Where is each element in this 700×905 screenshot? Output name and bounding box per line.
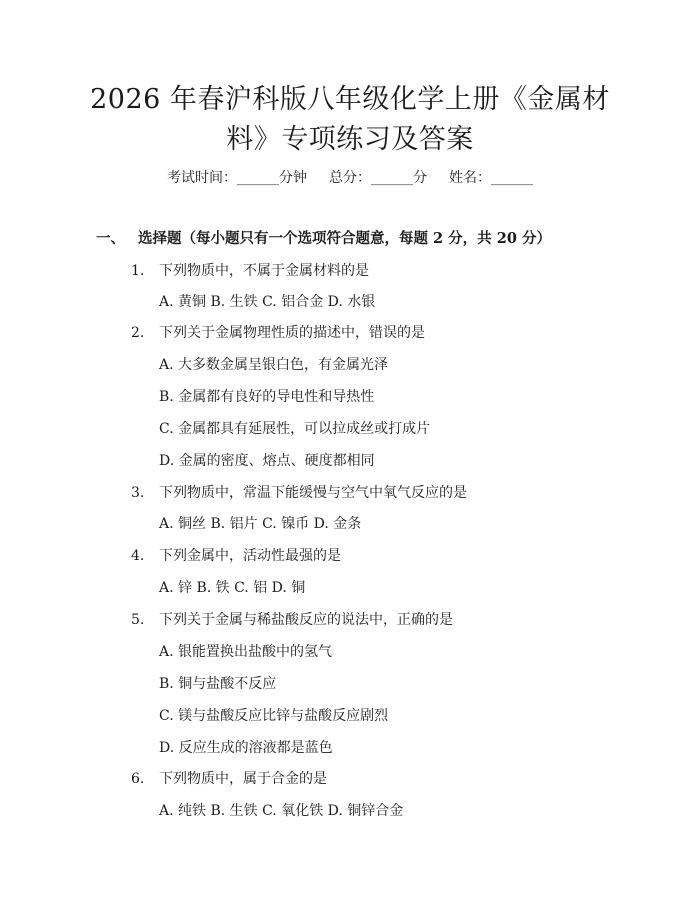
section-heading-multiple-choice bbox=[96, 229, 551, 249]
question-5-option-d: D. 反应生成的溶液都是蓝色 bbox=[159, 740, 333, 756]
question-3 bbox=[131, 483, 467, 503]
exam-info-line bbox=[0, 168, 700, 188]
question-number: 1. bbox=[131, 263, 145, 279]
question-2-option-a: A. 大多数金属呈银白色，有金属光泽 bbox=[159, 357, 389, 373]
question-5-option-b: B. 铜与盐酸不反应 bbox=[159, 676, 277, 692]
question-1 bbox=[131, 261, 369, 281]
question-number: 5. bbox=[131, 612, 145, 628]
section-title: 选择题（每小题只有一个选项符合题意，每题 2 分，共 20 分） bbox=[138, 230, 551, 247]
question-4 bbox=[131, 546, 341, 566]
question-2-option-b: B. 金属都有良好的导电性和导热性 bbox=[159, 389, 375, 405]
question-text: 下列关于金属与稀盐酸反应的说法中，正确的是 bbox=[159, 612, 453, 628]
question-2-option-c: C. 金属都具有延展性，可以拉成丝或打成片 bbox=[159, 421, 431, 437]
question-6-options: A. 纯铁 B. 生铁 C. 氧化铁 D. 铜锌合金 bbox=[159, 803, 404, 819]
question-number: 4. bbox=[131, 548, 145, 564]
question-6 bbox=[131, 769, 327, 789]
question-text: 下列关于金属物理性质的描述中，错误的是 bbox=[159, 325, 425, 341]
question-number: 3. bbox=[131, 485, 145, 501]
question-2-option-d: D. 金属的密度、熔点、硬度都相同 bbox=[159, 453, 375, 469]
section-number: 一、 bbox=[96, 230, 125, 247]
question-4-options: A. 锌 B. 铁 C. 铝 D. 铜 bbox=[159, 580, 306, 596]
document-title-line-2: 料》专项练习及答案 bbox=[226, 124, 474, 155]
question-1-options: A. 黄铜 B. 生铁 C. 铝合金 D. 水银 bbox=[159, 294, 376, 310]
question-number: 6. bbox=[131, 771, 145, 787]
total-score-field: 总分：______分 bbox=[329, 170, 427, 186]
question-5-option-c: C. 镁与盐酸反应比锌与盐酸反应剧烈 bbox=[159, 708, 389, 724]
document-title-line-1: 2026 年春沪科版八年级化学上册《金属材 bbox=[90, 84, 610, 115]
student-name-field: 姓名：______ bbox=[449, 170, 533, 186]
question-text: 下列物质中，常温下能缓慢与空气中氧气反应的是 bbox=[159, 485, 467, 501]
question-text: 下列金属中，活动性最强的是 bbox=[159, 548, 341, 564]
question-text: 下列物质中，不属于金属材料的是 bbox=[159, 263, 369, 279]
question-2 bbox=[131, 323, 425, 343]
question-5-option-a: A. 银能置换出盐酸中的氢气 bbox=[159, 644, 333, 660]
question-text: 下列物质中，属于合金的是 bbox=[159, 771, 327, 787]
question-5 bbox=[131, 610, 453, 630]
question-number: 2. bbox=[131, 325, 145, 341]
question-3-options: A. 铜丝 B. 铝片 C. 镍币 D. 金条 bbox=[159, 516, 362, 532]
exam-time-field: 考试时间：______分钟 bbox=[167, 170, 307, 186]
